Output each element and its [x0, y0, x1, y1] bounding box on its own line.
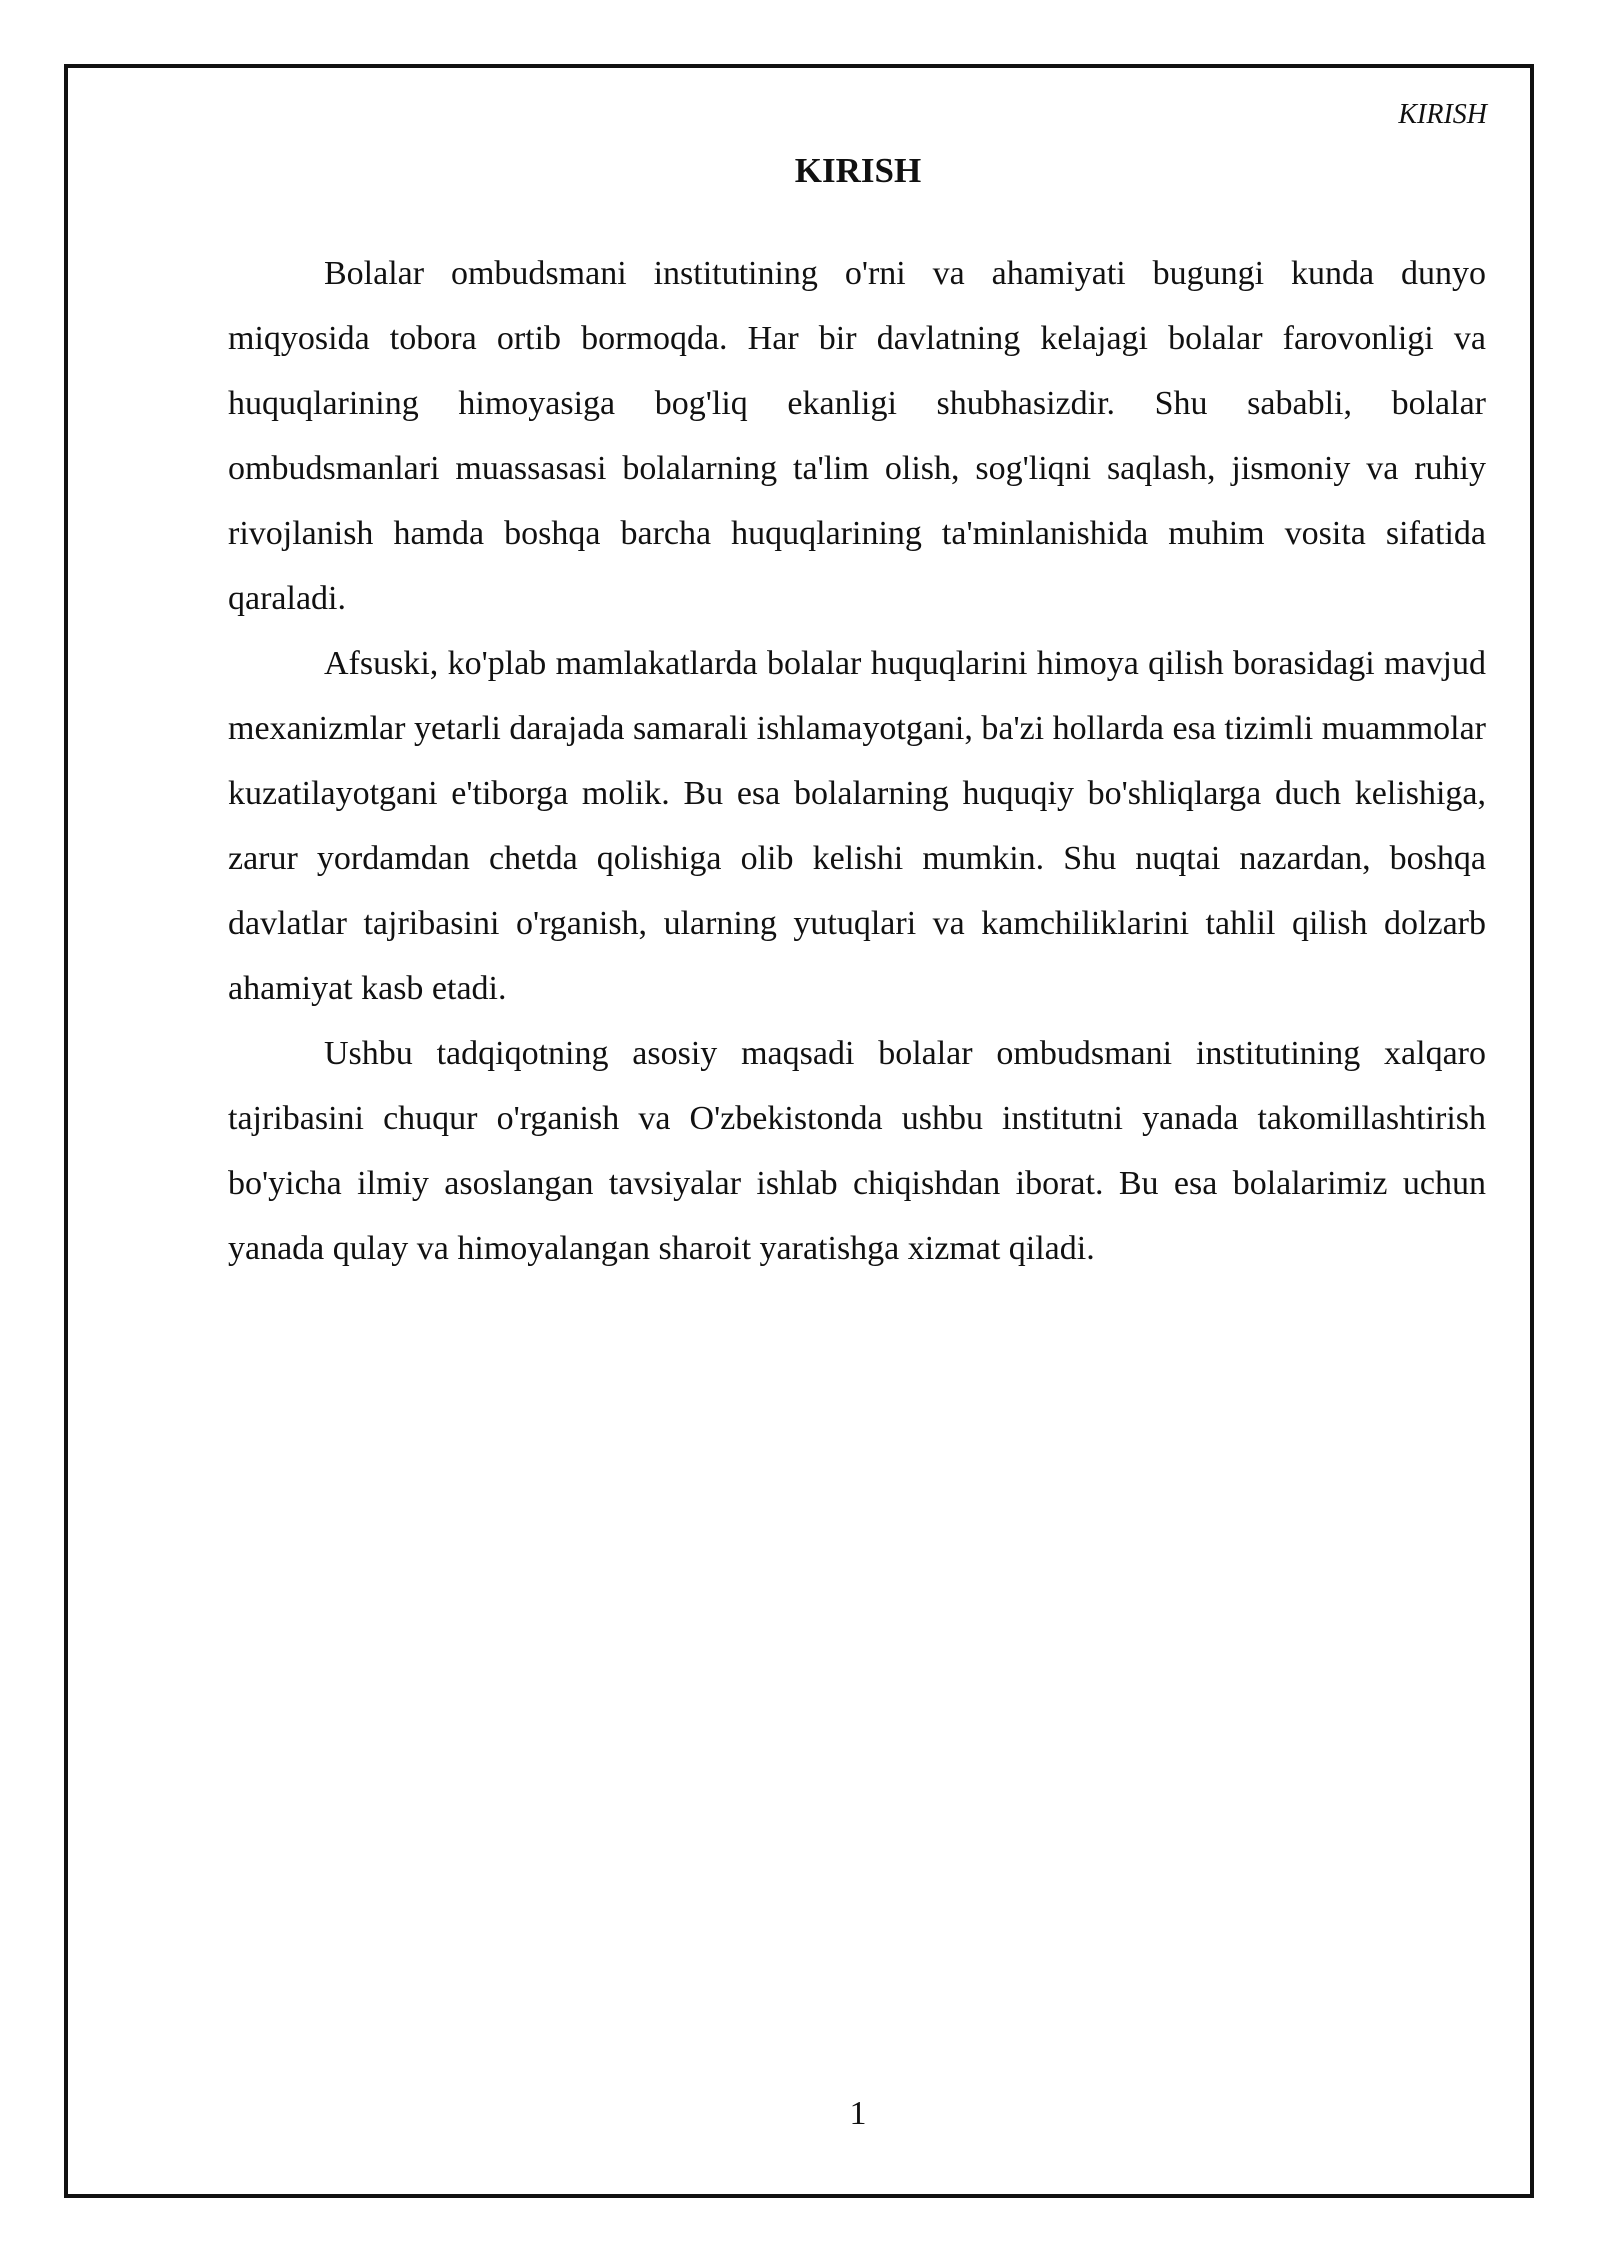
paragraph-3: Ushbu tadqiqotning asosiy maqsadi bolalar ombudsmani institutining xalqaro tajribasini chuqur o'rganish va O'zbekistonda ushbu institutni yanada takomillashtirish bo'yicha ilmiy asoslangan tavsiyalar ishlab chiqishdan iborat. Bu esa bolalarimiz uchun yanada qulay va himoyalangan sharoit yaratishga xizmat qiladi. — [228, 1035, 1486, 1267]
paragraph-1: Bolalar ombudsmani institutining o'rni va ahamiyati bugungi kunda dunyo miqyosida tobora ortib bormoqda. Har bir davlatning kelajagi bolalar farovonligi va huquqlarining himoyasiga bog'liq ekanligi shubhasizdir. Shu sababli, bolalar ombudsmanlari muassasasi bolalarning ta'lim olish, sog'liqni saqlash, jismoniy va ruhiy rivojlanish hamda boshqa barcha huquqlarining ta'minlanishida muhim vosita sifatida qaraladi. — [228, 255, 1486, 617]
body-text — [228, 241, 1486, 1281]
page-number: 1 — [849, 2095, 867, 2132]
paragraph-2: Afsuski, ko'plab mamlakatlarda bolalar huquqlarini himoya qilish borasidagi mavjud mexanizmlar yetarli darajada samarali ishlamayotgani, ba'zi hollarda esa tizimli muammolar kuzatilayotgani e'tiborga molik. Bu esa bolalarning huquqiy bo'shliqlarga duch kelishiga, zarur yordamdan chetda qolishiga olib kelishi mumkin. Shu nuqtai nazardan, boshqa davlatlar tajribasini o'rganish, ularning yutuqlari va kamchiliklarini tahlil qilish dolzarb ahamiyat kasb etadi. — [228, 645, 1486, 1007]
page-title: KIRISH — [794, 151, 922, 190]
running-header: KIRISH — [1398, 99, 1487, 130]
